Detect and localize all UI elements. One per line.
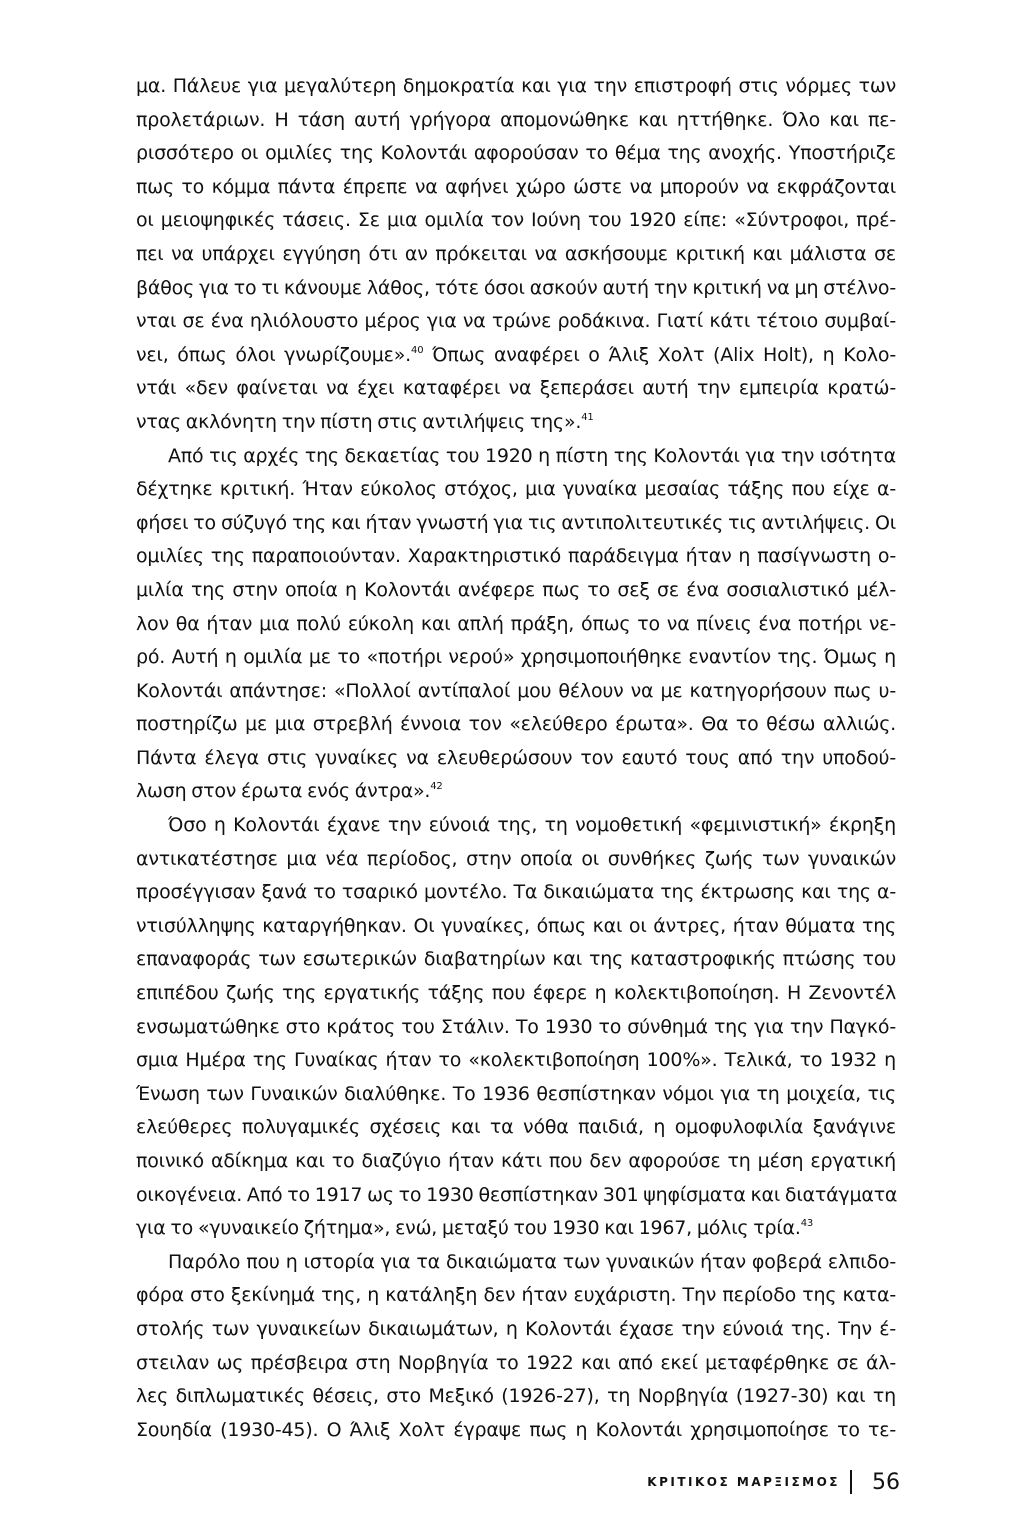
- text-line: σμια Ημέρα της Γυναίκας ήταν το «κολεκτιβοποίηση 100%». Τελικά, το 1932 η: [136, 1049, 896, 1072]
- footnote-ref-42: 42: [430, 781, 443, 793]
- text-line: ρισσότερο οι ομιλίες της Κολοντάι αφορούσαν το θέμα της ανοχής. Υποστήριζε: [136, 142, 896, 165]
- footnote-ref-41: 41: [581, 411, 594, 423]
- body-text: [136, 70, 896, 1447]
- text-line: προσέγγισαν ξανά το τσαρικό μοντέλο. Τα δικαιώματα της έκτρωσης και της α-: [136, 881, 896, 904]
- text-line: βάθος για το τι κάνουμε λάθος, τότε όσοι ασκούν αυτή την κριτική να μη στέλνο-: [136, 276, 896, 299]
- text-line: νται σε ένα ηλιόλουστο μέρος για να τρώνε ροδάκινα. Γιατί κάτι τέτοιο συμβαί-: [136, 310, 896, 333]
- line-segment: λωση στον έρωτα ενός άντρα».: [136, 780, 431, 803]
- text-line: Σουηδία (1930-45). Ο Άλιξ Χολτ έγραψε πως η Κολοντάι χρησιμοποίησε το τε-: [136, 1418, 896, 1441]
- text-line: οικογένεια. Από το 1917 ως το 1930 θεσπίστηκαν 301 ψηφίσματα και διατάγματα: [136, 1183, 898, 1206]
- text-line: δέχτηκε κριτική. Ήταν εύκολος στόχος, μια γυναίκα μεσαίας τάξης που είχε α-: [136, 478, 896, 501]
- text-line: στειλαν ως πρέσβειρα στη Νορβηγία το 1922 και από εκεί μεταφέρθηκε σε άλ-: [136, 1351, 896, 1374]
- text-line: λες διπλωματικές θέσεις, στο Μεξικό (1926-27), τη Νορβηγία (1927-30) και τη: [136, 1385, 896, 1408]
- text-line: οι μειοψηφικές τάσεις. Σε μια ομιλία τον Ιούνη του 1920 είπε: «Σύντροφοι, πρέ-: [136, 209, 896, 232]
- page-number: 56: [872, 1469, 900, 1495]
- text-line: ελεύθερες πολυγαμικές σχέσεις και τα νόθα παιδιά, η ομοφυλοφιλία ξανάγινε: [136, 1116, 896, 1139]
- text-line: Όσο η Κολοντάι έχανε την εύνοιά της, τη νομοθετική «φεμινιστική» έκρηξη: [168, 814, 896, 837]
- text-line: στολής των γυναικείων δικαιωμάτων, η Κολοντάι έχασε την εύνοιά της. Την έ-: [136, 1317, 896, 1340]
- text-line: πει να υπάρχει εγγύηση ότι αν πρόκειται να ασκήσουμε κριτική και μάλιστα σε: [136, 242, 896, 265]
- text-line: Παρόλο που η ιστορία για τα δικαιώματα των γυναικών ήταν φοβερά ελπιδο-: [168, 1250, 896, 1273]
- running-title: ΚΡΙΤΙΚΟΣ ΜΑΡΞΙΣΜΟΣ: [647, 1475, 840, 1489]
- line-segment: Όπως αναφέρει ο Άλιξ Χολτ (Alix Holt), η Κολο-: [423, 343, 896, 366]
- text-line: λον θα ήταν μια πολύ εύκολη και απλή πράξη, όπως το να πίνεις ένα ποτήρι νε-: [136, 612, 896, 635]
- text-line: ντάι «δεν φαίνεται να έχει καταφέρει να ξεπεράσει αυτή την εμπειρία κρατώ-: [136, 377, 896, 400]
- text-line: επιπέδου ζωής της εργατικής τάξης που έφερε η κολεκτιβοποίηση. Η Ζενοντέλ: [136, 982, 896, 1005]
- text-line: [136, 775, 896, 809]
- footnote-ref-43: 43: [800, 1218, 814, 1230]
- text-line: επαναφοράς των εσωτερικών διαβατηρίων και της καταστροφικής πτώσης του: [136, 948, 896, 971]
- text-line: Κολοντάι απάντησε: «Πολλοί αντίπαλοί μου θέλουν να με κατηγορήσουν πως υ-: [136, 679, 896, 702]
- text-line: φόρα στο ξεκίνημά της, η κατάληξη δεν ήταν ευχάριστη. Την περίοδο της κατα-: [136, 1284, 896, 1307]
- text-line: ντισύλληψης καταργήθηκαν. Οι γυναίκες, όπως και οι άντρες, ήταν θύματα της: [136, 914, 896, 937]
- line-segment: νει, όπως όλοι γνωρίζουμε».: [136, 343, 412, 366]
- footer-divider: [850, 1470, 852, 1494]
- text-line: ρό. Αυτή η ομιλία με το «ποτήρι νερού» χρησιμοποιήθηκε εναντίον της. Όμως η: [136, 646, 896, 669]
- line-segment: για το «γυναικείο ζήτημα», ενώ, μεταξύ του 1930 και 1967, μόλις τρία.: [136, 1217, 801, 1240]
- text-line: προλετάριων. Η τάση αυτή γρήγορα απομονώθηκε και ηττήθηκε. Όλο και πε-: [136, 108, 896, 131]
- page-footer: [600, 1462, 900, 1502]
- text-line: αντικατέστησε μια νέα περίοδος, στην οποία οι συνθήκες ζωής των γυναικών: [136, 847, 896, 870]
- footnote-ref-40: 40: [411, 344, 424, 356]
- text-line: ομιλίες της παραποιούνταν. Χαρακτηριστικό παράδειγμα ήταν η πασίγνωστη ο-: [136, 545, 896, 568]
- text-line: μα. Πάλευε για μεγαλύτερη δημοκρατία και για την επιστροφή στις νόρμες των: [136, 75, 896, 97]
- line-segment: ντας ακλόνητη την πίστη στις αντιλήψεις της».: [136, 410, 582, 433]
- text-line: [136, 406, 896, 440]
- text-line: ενσωματώθηκε στο κράτος του Στάλιν. Το 1930 το σύνθημά της για την Παγκό-: [136, 1015, 896, 1038]
- text-line: ποστηρίζω με μια στρεβλή έννοια τον «ελεύθερο έρωτα». Θα το θέσω αλλιώς.: [136, 713, 896, 736]
- text-line: [136, 1212, 896, 1246]
- text-line: Ένωση των Γυναικών διαλύθηκε. Το 1936 θεσπίστηκαν νόμοι για τη μοιχεία, τις: [136, 1082, 896, 1105]
- text-line: Πάντα έλεγα στις γυναίκες να ελευθερώσουν τον εαυτό τους από την υποδού-: [136, 746, 896, 769]
- text-line: πως το κόμμα πάντα έπρεπε να αφήνει χώρο ώστε να μπορούν να εκφράζονται: [136, 175, 896, 198]
- text-line: Από τις αρχές της δεκαετίας του 1920 η πίστη της Κολοντάι για την ισότητα: [168, 444, 896, 467]
- text-line: μιλία της στην οποία η Κολοντάι ανέφερε πως το σεξ σε ένα σοσιαλιστικό μέλ-: [136, 578, 896, 601]
- text-line: ποινικό αδίκημα και το διαζύγιο ήταν κάτι που δεν αφορούσε τη μέση εργατική: [136, 1150, 896, 1172]
- text-line: [136, 339, 896, 373]
- text-line: φήσει το σύζυγό της και ήταν γνωστή για τις αντιπολιτευτικές τις αντιλήψεις. Οι: [136, 511, 896, 534]
